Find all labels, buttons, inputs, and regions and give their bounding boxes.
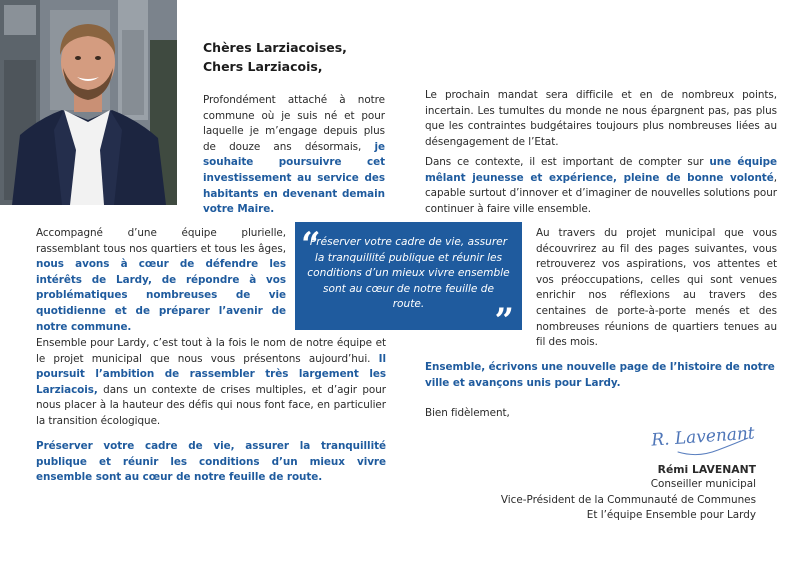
left-paragraph-2-text-a: Ensemble pour Lardy, c’est tout à la fois le nom de notre équipe et le projet municipal que nous vous présentons aujourd’hui. bbox=[36, 337, 386, 365]
right-paragraph-4-highlight: Ensemble, écrivons une nouvelle page de l’histoire de notre ville et avançons unis pour Lardy. bbox=[425, 361, 775, 389]
portrait-photo bbox=[0, 0, 177, 205]
signatory-name: Rémi LAVENANT bbox=[657, 463, 756, 476]
closing-line: Bien fidèlement, bbox=[425, 407, 510, 419]
signatory-role-2: Vice-Président de la Communauté de Communes bbox=[500, 493, 756, 506]
intro-highlight: je souhaite poursuivre cet investissement au service des habitants en devenant demain votre Maire. bbox=[203, 140, 385, 216]
pull-quote-text: Préserver votre cadre de vie, assurer la tranquillité publique et réunir les conditions d’un mieux vivre ensemble sont au cœur de notre feuille de route. bbox=[307, 236, 510, 311]
right-paragraph-4 bbox=[425, 360, 777, 391]
portrait-illustration bbox=[0, 0, 177, 205]
intro-text: Profondément attaché à notre commune où je suis né et pour laquelle je m’engage depuis plus de douze ans désormais, bbox=[203, 94, 385, 153]
right-paragraph-2-text-a: Dans ce contexte, il est important de compter sur bbox=[425, 156, 710, 168]
right-paragraph-2-highlight: une équipe mêlant jeunesse et expérience, pleine de bonne volonté bbox=[425, 156, 777, 184]
left-paragraph-2-text-b: dans un contexte de crises multiples, et d’agir pour nous placer à la hauteur des défis qui nous font face, en particulier la transition écologique. bbox=[36, 383, 386, 427]
right-paragraph-3 bbox=[536, 226, 777, 351]
greeting-line-2: Chers Larziacois, bbox=[203, 59, 323, 74]
close-quote-icon: ” bbox=[494, 301, 514, 341]
right-paragraph-1-text: Le prochain mandat sera difficile et en de nombreux points, incertain. Les tumultes du monde ne nous épargnent pas, pas plus que les contraintes budgétaires toujours plus nombreuses liées au désengagement de l’Etat. bbox=[425, 89, 777, 148]
signature-block bbox=[501, 462, 756, 524]
left-paragraph-2-highlight: Il poursuit l’ambition de rassembler très largement les Larziacois, bbox=[36, 352, 386, 396]
intro-paragraph bbox=[203, 93, 385, 218]
open-quote-icon: “ bbox=[301, 225, 321, 265]
right-paragraph-3-text: Au travers du projet municipal que vous découvrirez au fil des pages suivantes, vous retrouverez vos aspirations, vos attentes et vos préoccupations, celles qui sont venues enrichir nos réflexions au travers des centaines de porte-à-porte menés et des nombreuses réunions de quartiers tenues au fil des mois. bbox=[536, 227, 777, 349]
left-paragraph-3-highlight: Préserver votre cadre de vie, assurer la tranquillité publique et réunir les conditions d’un mieux vivre ensemble sont au cœur de notre feuille de route. bbox=[36, 440, 386, 484]
left-paragraph-2 bbox=[36, 336, 386, 430]
signatory-role-3: Et l’équipe Ensemble pour Lardy bbox=[586, 509, 756, 522]
left-paragraph-1-highlight: nous avons à cœur de défendre les intérêts de Lardy, de répondre à vos problématiques nombreuses de vie quotidienne et de préparer l’avenir de notre commune. bbox=[36, 258, 286, 333]
left-paragraph-1 bbox=[36, 226, 286, 335]
left-paragraph-1-text: Accompagné d’une équipe plurielle, rassemblant tous nos quartiers et tous les âges, bbox=[36, 227, 286, 255]
handwritten-signature-text: R. Lavenant bbox=[650, 423, 756, 451]
signatory-role-1: Conseiller municipal bbox=[650, 478, 756, 491]
right-paragraph-2-text-b: , capable surtout d’innover et d’imaginer de nouvelles solutions pour continuer à faire ville ensemble. bbox=[425, 171, 777, 215]
right-paragraph-2 bbox=[425, 155, 777, 217]
pull-quote-box bbox=[295, 222, 522, 341]
greeting bbox=[203, 38, 347, 76]
right-paragraph-1 bbox=[425, 88, 777, 150]
greeting-line-1: Chères Larziacoises, bbox=[203, 40, 347, 55]
handwritten-signature bbox=[648, 418, 758, 462]
left-paragraph-3 bbox=[36, 439, 386, 486]
